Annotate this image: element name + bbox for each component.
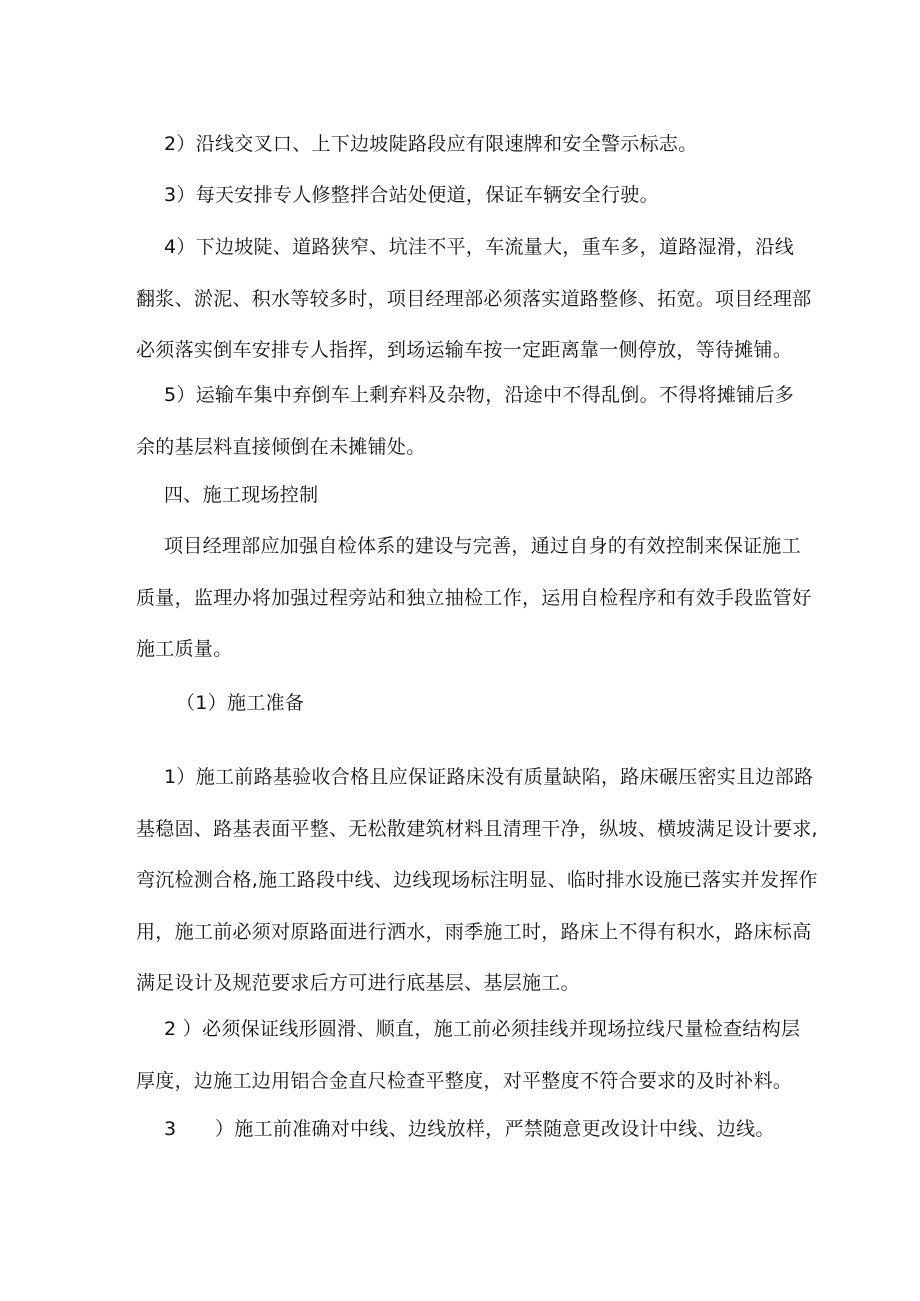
- text-line: 3）每天安排专人修整拌合站处便道，保证车辆安全行驶。: [164, 184, 659, 206]
- text-line: 3 ）施工前准确对中线、边线放样，严禁随意更改设计中线、边线。: [164, 1118, 775, 1140]
- text-line: 满足设计及规范要求后方可进行底基层、基层施工。: [136, 972, 580, 994]
- text-line: 四、施工现场控制: [164, 484, 319, 506]
- prep-item-3-staking: [136, 1104, 796, 1156]
- subsection-heading-preparation: [136, 678, 796, 730]
- text-line: （1）施工准备: [176, 692, 305, 714]
- text-line: 1）施工前路基验收合格且应保证路床没有质量缺陷，路床碾压密实且边部路: [164, 766, 814, 788]
- text-line: 基稳固、路基表面平整、无松散建筑材料且清理干净，纵坡、横坡满足设计要求,: [136, 817, 818, 840]
- text-line: 2 ）必须保证线形圆滑、顺直，施工前必须挂线并现场拉线尺量检查结构层: [164, 1018, 801, 1040]
- text-line: 翻浆、淤泥、积水等较多时，项目经理部必须落实道路整修、拓宽。项目经理部: [136, 287, 812, 310]
- text-line: 余的基层料直接倾倒在未摊铺处。: [136, 435, 426, 458]
- prep-item-1-subgrade: [136, 752, 818, 1010]
- text-line: 4）下边坡陡、道路狭窄、坑洼不平，车流量大，重车多，道路湿滑，沿线: [164, 236, 794, 258]
- text-line: 5）运输车集中弃倒车上剩弃料及杂物，沿途中不得乱倒。不得将摊铺后多: [164, 384, 794, 406]
- text-line: 施工质量。: [136, 638, 233, 660]
- text-line: 厚度，边施工边用铝合金直尺检查平整度，对平整度不符合要求的及时补料。: [136, 1069, 793, 1092]
- text-line: 用，施工前必须对原路面进行洒水，雨季施工时，路床上不得有积水，路床标高: [136, 920, 812, 943]
- prep-item-2-alignment: [136, 1004, 801, 1107]
- site-control-intro: [136, 521, 812, 676]
- text-line: 2）沿线交叉口、上下边坡陡路段应有限速牌和安全警示标志。: [164, 133, 698, 155]
- text-line: 质量，监理办将加强过程旁站和独立抽检工作，运用自检程序和有效手段监管好: [136, 586, 812, 609]
- section-heading-site-control: [136, 470, 796, 522]
- text-line: 必须落实倒车安排专人指挥，到场运输车按一定距离靠一侧停放，等待摊铺。: [136, 339, 793, 361]
- text-line: 项目经理部应加强自检体系的建设与完善，通过自身的有效控制来保证施工: [164, 535, 801, 557]
- item-3-access-road: [136, 170, 796, 222]
- text-line: 弯沉检测合格,施工路段中线、边线现场标注明显、临时排水设施已落实并发挥作: [136, 869, 818, 891]
- item-5-waste-material: [136, 370, 796, 473]
- item-4-road-conditions: [136, 222, 812, 377]
- item-2-warning-signs: [136, 119, 796, 171]
